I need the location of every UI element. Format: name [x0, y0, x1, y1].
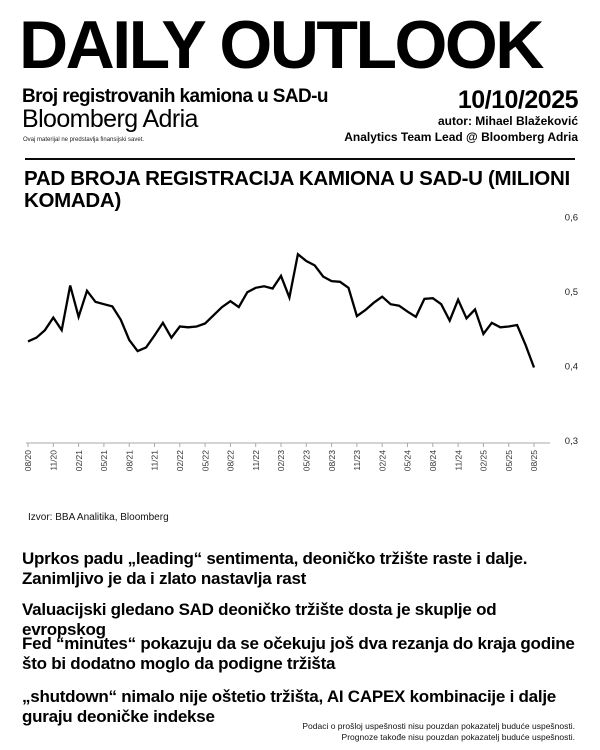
svg-text:11/22: 11/22: [250, 450, 261, 471]
svg-text:05/23: 05/23: [301, 450, 312, 472]
x-axis-ticks: [28, 443, 534, 447]
svg-text:11/23: 11/23: [352, 450, 363, 471]
svg-text:08/25: 08/25: [529, 450, 540, 472]
svg-text:02/22: 02/22: [175, 450, 185, 472]
material-disclaimer: Ovaj materijal ne predstavlja finansijski savet.: [23, 137, 145, 143]
author-block: [344, 114, 578, 145]
svg-text:05/25: 05/25: [503, 450, 514, 472]
svg-text:05/24: 05/24: [402, 450, 413, 472]
svg-text:05/21: 05/21: [99, 450, 110, 472]
brand-name: Bloomberg Adria: [22, 105, 198, 133]
svg-text:08/24: 08/24: [428, 450, 438, 472]
insight-paragraph: Valuacijski gledano SAD deoničko tržište dosta je skuplje od evropskog: [22, 600, 497, 640]
truck-registrations-chart: [0, 200, 600, 500]
svg-text:02/24: 02/24: [377, 450, 388, 472]
edition-subject: Broj registrovanih kamiona u SAD-u: [22, 86, 328, 107]
chart-line: [28, 254, 534, 367]
svg-text:02/23: 02/23: [276, 450, 287, 472]
svg-text:02/25: 02/25: [478, 450, 489, 472]
svg-text:05/22: 05/22: [200, 450, 211, 472]
chart-title: PAD BROJA REGISTRACIJA KAMIONA U SAD-U (MILIONI KOMADA): [24, 167, 570, 212]
edition-date: 10/10/2025: [457, 86, 578, 114]
svg-text:11/20: 11/20: [48, 450, 59, 471]
insight-paragraph: „shutdown“ nimalo nije oštetio tržišta, AI CAPEX kombinacije i dalje guraju deoničke indekse: [22, 687, 557, 727]
chart-source: Izvor: BBA Analitika, Bloomberg: [28, 512, 169, 523]
author-role: Analytics Team Lead @ Bloomberg Adria: [344, 129, 578, 144]
performance-disclaimer-line2: Prognoze takođe nisu pouzdan pokazatelj buduće uspešnosti.: [341, 732, 575, 743]
masthead-title: DAILY OUTLOOK: [19, 7, 542, 83]
svg-text:0,6: 0,6: [564, 212, 578, 224]
svg-text:02/21: 02/21: [73, 450, 84, 472]
insight-paragraph: Uprkos padu „leading“ sentimenta, deoničko tržište raste i dalje. Zanimljivo je da i zlato nastavlja rast: [22, 549, 528, 589]
y-axis-labels: [565, 213, 578, 448]
svg-text:0,4: 0,4: [564, 361, 578, 373]
svg-text:11/24: 11/24: [453, 450, 464, 471]
svg-text:0,5: 0,5: [564, 287, 578, 298]
insight-paragraph: Fed “minutes“ pokazuju da se očekuju još dva rezanja do kraja godine što bi dodatno moglo da podigne tržišta: [22, 634, 575, 674]
svg-text:11/21: 11/21: [149, 450, 160, 471]
author-name: autor: Mihael Blažeković: [437, 114, 578, 128]
chart-canvas: [0, 200, 600, 500]
x-axis-labels: [23, 450, 539, 472]
svg-text:0,3: 0,3: [564, 436, 578, 447]
svg-text:08/23: 08/23: [326, 450, 337, 472]
svg-text:08/22: 08/22: [225, 450, 236, 472]
svg-text:08/20: 08/20: [23, 450, 34, 472]
header-divider: [25, 158, 575, 160]
performance-disclaimer-line1: Podaci o prošloj uspešnosti nisu pouzdan pokazatelj buduće uspešnosti.: [302, 721, 575, 731]
performance-disclaimer: [302, 721, 575, 744]
svg-text:08/21: 08/21: [124, 450, 135, 472]
